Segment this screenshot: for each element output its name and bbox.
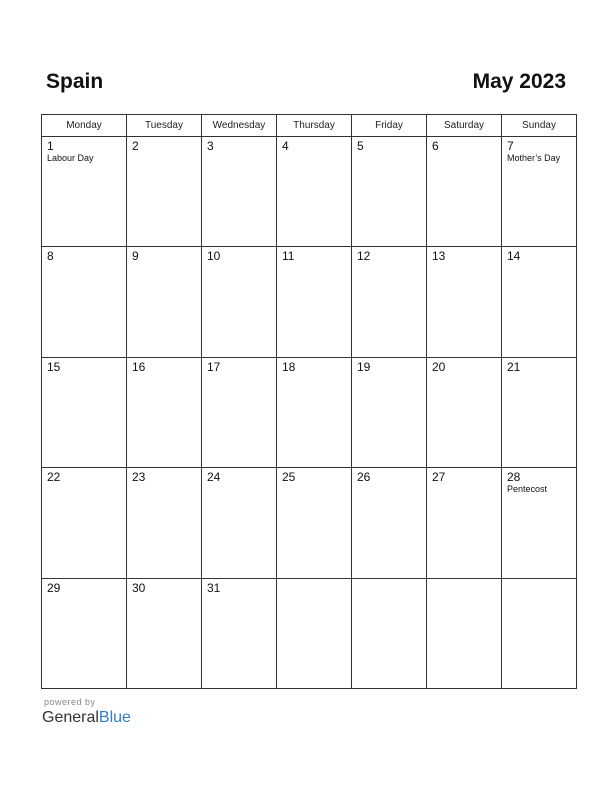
day-cell bbox=[202, 357, 277, 467]
day-cell bbox=[202, 578, 277, 688]
day-cell bbox=[127, 468, 202, 578]
day-cell bbox=[42, 357, 127, 467]
day-number: 16 bbox=[132, 359, 146, 374]
week-row-1 bbox=[42, 137, 577, 247]
day-number: 31 bbox=[207, 580, 221, 595]
day-number: 13 bbox=[432, 249, 446, 264]
day-cell bbox=[352, 468, 427, 578]
day-cell bbox=[277, 468, 352, 578]
brand-wordmark bbox=[42, 709, 131, 727]
day-cell bbox=[277, 578, 352, 688]
holiday-label: Labour Day bbox=[47, 153, 94, 163]
day-cell bbox=[202, 137, 277, 247]
weekday-header-wednesday: Wednesday bbox=[202, 115, 277, 137]
day-number: 11 bbox=[282, 249, 295, 264]
day-cell bbox=[352, 578, 427, 688]
day-number: 1 bbox=[47, 139, 54, 153]
day-number bbox=[502, 579, 576, 581]
day-cell bbox=[427, 357, 502, 467]
day-number: 25 bbox=[282, 470, 296, 485]
day-cell bbox=[202, 468, 277, 578]
holiday-label: Pentecost bbox=[507, 484, 548, 495]
week-row-2 bbox=[42, 247, 577, 357]
day-cell bbox=[127, 247, 202, 357]
day-number bbox=[352, 579, 426, 581]
day-cell bbox=[42, 137, 127, 247]
month-calendar-grid bbox=[41, 114, 577, 689]
weekday-header-monday: Monday bbox=[42, 115, 127, 137]
day-cell bbox=[277, 137, 352, 247]
day-number: 9 bbox=[132, 249, 139, 264]
day-number: 27 bbox=[432, 470, 446, 485]
day-number: 17 bbox=[207, 359, 221, 374]
week-row-5 bbox=[42, 578, 577, 688]
day-number: 29 bbox=[47, 580, 61, 595]
day-number: 3 bbox=[207, 139, 214, 153]
day-number: 5 bbox=[357, 139, 364, 153]
day-cell bbox=[42, 468, 127, 578]
day-number: 19 bbox=[357, 359, 371, 374]
day-cell bbox=[42, 247, 127, 357]
day-number: 7 bbox=[507, 139, 514, 153]
day-cell bbox=[427, 468, 502, 578]
holiday-label: Mother’s Day bbox=[507, 153, 561, 163]
weekday-header-row bbox=[42, 115, 577, 137]
day-cell bbox=[127, 578, 202, 688]
week-row-4 bbox=[42, 468, 577, 578]
day-number: 26 bbox=[357, 470, 371, 485]
day-cell bbox=[427, 137, 502, 247]
day-cell bbox=[277, 357, 352, 467]
day-number bbox=[427, 579, 501, 581]
brand-general-text: General bbox=[42, 709, 99, 726]
calendar-header bbox=[46, 70, 566, 98]
day-number: 20 bbox=[432, 359, 446, 374]
weekday-header-sunday: Sunday bbox=[502, 115, 577, 137]
day-cell bbox=[202, 247, 277, 357]
day-cell bbox=[42, 578, 127, 688]
day-number: 22 bbox=[47, 470, 61, 485]
day-number: 23 bbox=[132, 470, 146, 485]
week-row-3 bbox=[42, 357, 577, 467]
day-number: 8 bbox=[47, 249, 54, 264]
day-number: 2 bbox=[132, 139, 139, 153]
weekday-header-tuesday: Tuesday bbox=[127, 115, 202, 137]
day-cell bbox=[502, 578, 577, 688]
day-number: 30 bbox=[132, 580, 146, 595]
brand-blue-text: Blue bbox=[98, 709, 131, 726]
day-cell bbox=[352, 137, 427, 247]
day-number: 4 bbox=[282, 139, 289, 153]
weekday-header-friday: Friday bbox=[352, 115, 427, 137]
generalblue-logo[interactable] bbox=[42, 697, 162, 729]
day-number: 14 bbox=[507, 249, 521, 264]
day-cell bbox=[502, 247, 577, 357]
day-cell bbox=[127, 137, 202, 247]
day-cell bbox=[127, 357, 202, 467]
day-cell bbox=[502, 137, 577, 247]
day-cell bbox=[352, 247, 427, 357]
day-number: 12 bbox=[357, 249, 371, 264]
weekday-header-saturday: Saturday bbox=[427, 115, 502, 137]
day-number: 28 bbox=[507, 470, 521, 485]
day-number: 10 bbox=[207, 249, 221, 264]
day-number: 6 bbox=[432, 139, 439, 153]
day-cell bbox=[427, 247, 502, 357]
country-title: Spain bbox=[46, 70, 104, 93]
day-number: 18 bbox=[282, 359, 296, 374]
month-year-title: May 2023 bbox=[472, 70, 566, 93]
day-number: 15 bbox=[47, 359, 61, 374]
day-cell bbox=[427, 578, 502, 688]
day-cell bbox=[277, 247, 352, 357]
day-number: 24 bbox=[207, 470, 221, 485]
weekday-header-thursday: Thursday bbox=[277, 115, 352, 137]
day-cell bbox=[352, 357, 427, 467]
day-number bbox=[277, 579, 351, 581]
day-number: 21 bbox=[507, 359, 521, 374]
day-cell bbox=[502, 357, 577, 467]
day-cell bbox=[502, 468, 577, 578]
powered-by-text: powered by bbox=[44, 697, 96, 707]
